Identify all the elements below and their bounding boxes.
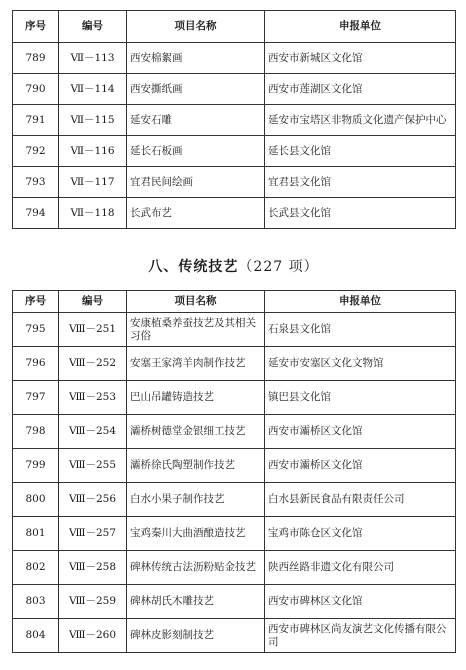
row-project-name: 延长石板画 [127,136,265,167]
table-row [13,313,456,347]
section-heading [12,256,455,276]
row-seq: 803 [13,585,59,619]
row-seq: 802 [13,551,59,585]
table-row [13,551,456,585]
row-code: Ⅶ－117 [59,167,127,198]
row-applicant-unit: 镇巴县文化馆 [265,381,456,415]
section-title: 八、传统技艺 [148,259,239,275]
row-seq: 795 [13,313,59,347]
row-seq: 792 [13,136,59,167]
table-row [13,483,456,517]
table-row [13,167,456,198]
table-row [13,43,456,74]
row-code: Ⅷ－256 [59,483,127,517]
row-project-name: 安塞王家湾羊肉制作技艺 [127,347,265,381]
row-applicant-unit: 西安市灞桥区文化馆 [265,415,456,449]
row-seq: 789 [13,43,59,74]
row-applicant-unit: 陕西丝路非遗文化有限公司 [265,551,456,585]
row-code: Ⅷ－259 [59,585,127,619]
header-applicant-unit: 申报单位 [265,11,456,43]
row-applicant-unit: 西安市新城区文化馆 [265,43,456,74]
table-row [13,585,456,619]
row-project-name: 长武布艺 [127,198,265,229]
header-applicant-unit: 申报单位 [265,291,456,313]
table-row [13,517,456,551]
row-seq: 793 [13,167,59,198]
heritage-table-visual-arts [12,10,456,229]
row-applicant-unit: 西安市碑林区尚友演艺文化传播有限公司 [265,619,456,653]
row-seq: 804 [13,619,59,653]
table-row [13,136,456,167]
row-applicant-unit: 西安市灞桥区文化馆 [265,449,456,483]
row-code: Ⅷ－255 [59,449,127,483]
row-applicant-unit: 宜君县文化馆 [265,167,456,198]
row-seq: 796 [13,347,59,381]
table-row [13,619,456,653]
row-project-name: 碑林胡氏木雕技艺 [127,585,265,619]
row-seq: 791 [13,105,59,136]
row-applicant-unit: 延安市宝塔区非物质文化遗产保护中心 [265,105,456,136]
row-code: Ⅷ－251 [59,313,127,347]
row-applicant-unit: 西安市碑林区文化馆 [265,585,456,619]
row-project-name: 碑林传统古法沥粉贴金技艺 [127,551,265,585]
header-project-name: 项目名称 [127,11,265,43]
heritage-table-traditional-crafts [12,290,456,653]
row-project-name: 灞桥树德堂金银细工技艺 [127,415,265,449]
row-project-name: 白水小果子制作技艺 [127,483,265,517]
row-applicant-unit: 延长县文化馆 [265,136,456,167]
table-row [13,198,456,229]
row-applicant-unit: 延安市安塞区文化文物馆 [265,347,456,381]
row-seq: 799 [13,449,59,483]
row-code: Ⅷ－260 [59,619,127,653]
table-row [13,449,456,483]
row-project-name: 碑林皮影刻制技艺 [127,619,265,653]
header-code: 编号 [59,11,127,43]
row-project-name: 巴山吊罐铸造技艺 [127,381,265,415]
header-seq: 序号 [13,11,59,43]
table-row [13,347,456,381]
row-code: Ⅶ－113 [59,43,127,74]
table-row [13,381,456,415]
row-seq: 801 [13,517,59,551]
row-applicant-unit: 西安市莲湖区文化馆 [265,74,456,105]
row-code: Ⅷ－254 [59,415,127,449]
row-seq: 800 [13,483,59,517]
row-seq: 790 [13,74,59,105]
row-seq: 797 [13,381,59,415]
section-count: （227 项） [238,259,319,275]
row-code: Ⅶ－115 [59,105,127,136]
row-seq: 794 [13,198,59,229]
row-applicant-unit: 白水县新民食品有限责任公司 [265,483,456,517]
row-applicant-unit: 石泉县文化馆 [265,313,456,347]
row-code: Ⅶ－114 [59,74,127,105]
table-header [13,11,456,43]
table-row [13,105,456,136]
header-code: 编号 [59,291,127,313]
row-code: Ⅷ－253 [59,381,127,415]
row-applicant-unit: 长武县文化馆 [265,198,456,229]
row-code: Ⅶ－116 [59,136,127,167]
row-project-name: 西安棉絮画 [127,43,265,74]
row-code: Ⅷ－257 [59,517,127,551]
row-project-name: 安康植桑养蚕技艺及其相关习俗 [127,313,265,347]
header-project-name: 项目名称 [127,291,265,313]
row-seq: 798 [13,415,59,449]
table-row [13,74,456,105]
row-project-name: 西安撕纸画 [127,74,265,105]
row-project-name: 宜君民间绘画 [127,167,265,198]
row-project-name: 延安石雕 [127,105,265,136]
header-seq: 序号 [13,291,59,313]
table-row [13,415,456,449]
table-header [13,291,456,313]
row-code: Ⅷ－258 [59,551,127,585]
row-project-name: 宝鸡秦川大曲酒酿造技艺 [127,517,265,551]
row-code: Ⅶ－118 [59,198,127,229]
row-applicant-unit: 宝鸡市陈仓区文化馆 [265,517,456,551]
row-code: Ⅷ－252 [59,347,127,381]
row-project-name: 灞桥徐氏陶塑制作技艺 [127,449,265,483]
